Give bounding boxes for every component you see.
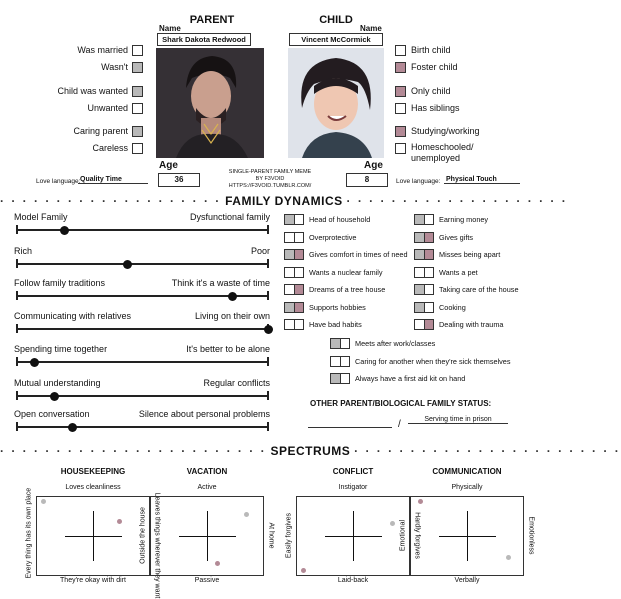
parent-age-field[interactable]: 36: [158, 173, 200, 187]
trait-label: Always have a first aid kit on hand: [355, 374, 466, 383]
spectrum-right-label: Leaves things wherever they want: [153, 492, 161, 599]
spectrum-left-label: Outside the house: [139, 507, 147, 564]
parent-check[interactable]: [285, 233, 295, 242]
caring-parent-checkbox[interactable]: [132, 126, 143, 137]
child-check[interactable]: [341, 357, 349, 366]
foster-child-label: Foster child: [411, 62, 458, 72]
trait-label: Have bad habits: [309, 320, 362, 329]
scale-marker[interactable]: [68, 423, 77, 432]
spectrum-left-label: Emotional: [399, 519, 407, 552]
scale-marker[interactable]: [30, 358, 39, 367]
parent-check[interactable]: [285, 303, 295, 312]
trait-label: Wants a pet: [439, 267, 478, 277]
trait-pair-checkbox[interactable]: [414, 319, 434, 330]
other-status-title: OTHER PARENT/BIOLOGICAL FAMILY STATUS:: [310, 399, 492, 408]
trait-label: Dealing with trauma: [439, 320, 504, 329]
birth-child-checkbox[interactable]: [395, 45, 406, 56]
parent-check[interactable]: [331, 339, 341, 348]
scale-tick: [16, 357, 18, 366]
spectrum-left-label: Every thing has its own place: [25, 487, 33, 579]
other-status-left-field[interactable]: [308, 419, 392, 428]
unwanted-label: Unwanted: [87, 103, 128, 113]
parent-portrait-icon: [156, 48, 264, 158]
scale-tick: [16, 324, 18, 333]
child-check[interactable]: [425, 303, 433, 312]
scale-tick: [16, 225, 18, 234]
trait-label: Caring for another when they're sick themselves: [355, 356, 511, 366]
trait-label: Gives gifts: [439, 232, 474, 242]
spectrum-left-label: Easily forgives: [285, 512, 293, 559]
credit-block: [214, 169, 326, 190]
trait-label: Gives comfort in times of need: [309, 250, 408, 259]
spectrum-grid[interactable]: [410, 496, 524, 576]
child-check[interactable]: [425, 320, 433, 329]
child-portrait-icon: [288, 48, 384, 158]
spectrum-point[interactable]: [117, 519, 122, 524]
scale-left-label: Communicating with relatives: [14, 311, 132, 321]
spectrum-top-label: Loves cleanliness: [65, 484, 121, 491]
trait-pair-checkbox[interactable]: [414, 232, 434, 243]
scale-tick: [16, 422, 18, 431]
parent-check[interactable]: [415, 320, 425, 329]
child-check[interactable]: [425, 233, 433, 242]
parent-check[interactable]: [415, 215, 425, 224]
trait-label: Cooking: [439, 302, 466, 312]
child-check[interactable]: [341, 339, 349, 348]
scale-track[interactable]: [17, 263, 268, 265]
child-check[interactable]: [425, 285, 433, 294]
parent-age-label: Age: [159, 160, 178, 171]
has-siblings-label: Has siblings: [411, 103, 460, 113]
divider-dots: · · · · · · · · · · · · · · · · · · · ·: [346, 194, 568, 208]
trait-label: Dreams of a tree house: [309, 285, 386, 294]
spectrum-right-label: Emotionless: [527, 516, 535, 555]
family-dynamics-heading: FAMILY DYNAMICS: [225, 194, 343, 208]
was-married-label: Was married: [77, 45, 128, 55]
scale-tick: [267, 422, 269, 431]
spectrum-title: COMMUNICATION: [432, 467, 502, 476]
trait-label: Earning money: [439, 215, 489, 224]
scale-marker[interactable]: [228, 292, 237, 301]
credit-line: SINGLE-PARENT FAMILY MEME: [228, 169, 312, 175]
credit-line: HTTPS://F3VOID.TUMBLR.COM/: [228, 183, 312, 189]
parent-check[interactable]: [285, 320, 295, 329]
scale-tick: [16, 391, 18, 400]
trait-pair-checkbox[interactable]: [284, 284, 304, 295]
child-check[interactable]: [295, 215, 303, 224]
scale-marker[interactable]: [60, 226, 69, 235]
parent-check[interactable]: [415, 268, 425, 277]
trait-label: Overprotective: [309, 232, 357, 242]
trait-pair-checkbox[interactable]: [330, 373, 350, 384]
spectrum-point[interactable]: [390, 521, 395, 526]
trait-pair-checkbox[interactable]: [330, 338, 350, 349]
child-check[interactable]: [295, 285, 303, 294]
trait-label: Head of household: [309, 215, 371, 224]
scale-left-label: Model Family: [14, 212, 68, 222]
parent-check[interactable]: [415, 233, 425, 242]
child-age-field[interactable]: 8: [346, 173, 388, 187]
spectrum-bottom-label: Passive: [194, 577, 220, 584]
child-check[interactable]: [425, 250, 433, 259]
parent-title: PARENT: [189, 14, 235, 26]
scale-track[interactable]: [17, 361, 268, 363]
spectrums-heading: SPECTRUMS: [270, 444, 351, 458]
only-child-checkbox[interactable]: [395, 86, 406, 97]
studying-working-checkbox[interactable]: [395, 126, 406, 137]
spectrum-grid[interactable]: [150, 496, 264, 576]
trait-pair-checkbox[interactable]: [284, 249, 304, 260]
scale-tick: [16, 291, 18, 300]
spectrum-title: HOUSEKEEPING: [60, 467, 126, 476]
spectrum-point[interactable]: [215, 561, 220, 566]
scale-left-label: Mutual understanding: [14, 378, 101, 388]
foster-child-checkbox[interactable]: [395, 62, 406, 73]
trait-pair-checkbox[interactable]: [414, 302, 434, 313]
trait-pair-checkbox[interactable]: [414, 267, 434, 278]
child-wanted-checkbox[interactable]: [132, 86, 143, 97]
spectrum-grid[interactable]: [296, 496, 410, 576]
spectrum-horizontal-axis: [65, 536, 122, 537]
scale-tick: [267, 291, 269, 300]
scale-track[interactable]: [17, 426, 268, 428]
scale-left-label: Rich: [14, 246, 33, 256]
studying-working-label: Studying/working: [411, 126, 480, 136]
child-check[interactable]: [295, 233, 303, 242]
trait-label: Meets after work/classes: [355, 339, 436, 348]
scale-right-label: Dysfunctional family: [189, 212, 270, 222]
spectrum-bottom-label: They're okay with dirt: [60, 577, 126, 584]
divider-dots: · · · · · · · · · · · · · · · · · · · · · · · ·: [0, 444, 267, 458]
trait-pair-checkbox[interactable]: [284, 232, 304, 243]
parent-check[interactable]: [285, 250, 295, 259]
child-check[interactable]: [295, 268, 303, 277]
spectrum-point[interactable]: [244, 512, 249, 517]
divider-dots: · · · · · · · · · · · · · · · · · · · ·: [0, 194, 222, 208]
only-child-label: Only child: [411, 86, 451, 96]
trait-pair-checkbox[interactable]: [414, 249, 434, 260]
trait-pair-checkbox[interactable]: [284, 319, 304, 330]
child-check[interactable]: [341, 374, 349, 383]
child-wanted-label: Child was wanted: [57, 86, 128, 96]
parent-check[interactable]: [285, 268, 295, 277]
trait-pair-checkbox[interactable]: [284, 267, 304, 278]
spectrum-top-label: Active: [197, 484, 217, 491]
scale-marker[interactable]: [264, 325, 273, 334]
scale-tick: [267, 357, 269, 366]
spectrum-horizontal-axis: [325, 536, 382, 537]
careless-checkbox[interactable]: [132, 143, 143, 154]
birth-child-label: Birth child: [411, 45, 451, 55]
scale-right-label: Think it's a waste of time: [171, 278, 270, 288]
spectrum-point[interactable]: [418, 499, 423, 504]
spectrum-title: VACATION: [186, 467, 228, 476]
parent-check[interactable]: [415, 285, 425, 294]
scale-tick: [16, 259, 18, 268]
scale-track[interactable]: [17, 229, 268, 231]
scale-track[interactable]: [17, 328, 268, 330]
scale-marker[interactable]: [123, 260, 132, 269]
scale-right-label: Poor: [250, 246, 270, 256]
spectrums-title: [0, 444, 621, 458]
caring-parent-label: Caring parent: [73, 126, 128, 136]
child-name-label: Name: [360, 24, 382, 33]
careless-label: Careless: [92, 143, 128, 153]
love-language-label: Love language:: [396, 178, 441, 185]
spectrum-bottom-label: Verbally: [454, 577, 480, 584]
child-check[interactable]: [295, 250, 303, 259]
spectrum-title: CONFLICT: [332, 467, 374, 476]
child-check[interactable]: [425, 215, 433, 224]
scale-tick: [267, 225, 269, 234]
child-name-field[interactable]: Vincent McCormick: [289, 33, 383, 46]
scale-right-label: Living on their own: [194, 311, 270, 321]
love-language-label: Love language:: [36, 178, 81, 185]
spectrum-right-label: Hardly forgives: [413, 512, 421, 559]
parent-check[interactable]: [285, 215, 295, 224]
unemployed-label: unemployed: [411, 153, 461, 163]
parent-love-language-field[interactable]: Quality Time: [78, 176, 148, 184]
spectrum-right-label: At home: [267, 522, 275, 549]
parent-check[interactable]: [415, 250, 425, 259]
spectrum-point[interactable]: [506, 555, 511, 560]
scale-right-label: Silence about personal problems: [138, 409, 270, 419]
parent-check[interactable]: [331, 357, 341, 366]
trait-pair-checkbox[interactable]: [284, 214, 304, 225]
parent-name-field[interactable]: Shark Dakota Redwood: [157, 33, 251, 46]
trait-label: Supports hobbies: [309, 302, 366, 312]
parent-check[interactable]: [415, 303, 425, 312]
was-married-checkbox[interactable]: [132, 45, 143, 56]
spectrum-bottom-label: Laid-back: [337, 577, 369, 584]
child-check[interactable]: [295, 320, 303, 329]
wasnt-checkbox[interactable]: [132, 62, 143, 73]
child-love-language-field[interactable]: Physical Touch: [444, 176, 520, 184]
parent-name-label: Name: [159, 24, 181, 33]
trait-pair-checkbox[interactable]: [414, 214, 434, 225]
scale-left-label: Open conversation: [14, 409, 90, 419]
wasnt-label: Wasn't: [101, 62, 128, 72]
has-siblings-checkbox[interactable]: [395, 103, 406, 114]
spectrum-point[interactable]: [301, 568, 306, 573]
divider-dots: · · · · · · · · · · · · · · · · · · · · · · · ·: [354, 444, 621, 458]
scale-left-label: Spending time together: [14, 344, 108, 354]
trait-label: Taking care of the house: [439, 285, 519, 294]
child-age-label: Age: [364, 160, 383, 171]
spectrum-horizontal-axis: [179, 536, 236, 537]
trait-label: Wants a nuclear family: [309, 267, 383, 277]
homeschooled-label: Homeschooled/: [411, 142, 474, 152]
trait-label: Misses being apart: [439, 250, 501, 259]
child-check[interactable]: [425, 268, 433, 277]
child-title: CHILD: [319, 14, 353, 26]
scale-left-label: Follow family traditions: [14, 278, 106, 288]
family-dynamics-title: [0, 194, 568, 208]
other-status-right-field[interactable]: Serving time in prison: [408, 416, 508, 424]
scale-marker[interactable]: [50, 392, 59, 401]
unwanted-checkbox[interactable]: [132, 103, 143, 114]
spectrum-grid[interactable]: [36, 496, 150, 576]
trait-pair-checkbox[interactable]: [330, 356, 350, 367]
trait-pair-checkbox[interactable]: [284, 302, 304, 313]
spectrum-top-label: Physically: [451, 484, 483, 491]
spectrum-horizontal-axis: [439, 536, 496, 537]
spectrum-top-label: Instigator: [338, 484, 368, 491]
trait-pair-checkbox[interactable]: [414, 284, 434, 295]
child-check[interactable]: [295, 303, 303, 312]
scale-right-label: Regular conflicts: [203, 378, 270, 388]
scale-tick: [267, 259, 269, 268]
other-status-separator: /: [398, 419, 401, 430]
scale-right-label: It's better to be alone: [186, 344, 270, 354]
spectrum-point[interactable]: [41, 499, 46, 504]
homeschooled-checkbox[interactable]: [395, 143, 406, 154]
parent-check[interactable]: [331, 374, 341, 383]
scale-tick: [267, 391, 269, 400]
credit-line: BY F3VOID: [255, 176, 285, 182]
parent-check[interactable]: [285, 285, 295, 294]
